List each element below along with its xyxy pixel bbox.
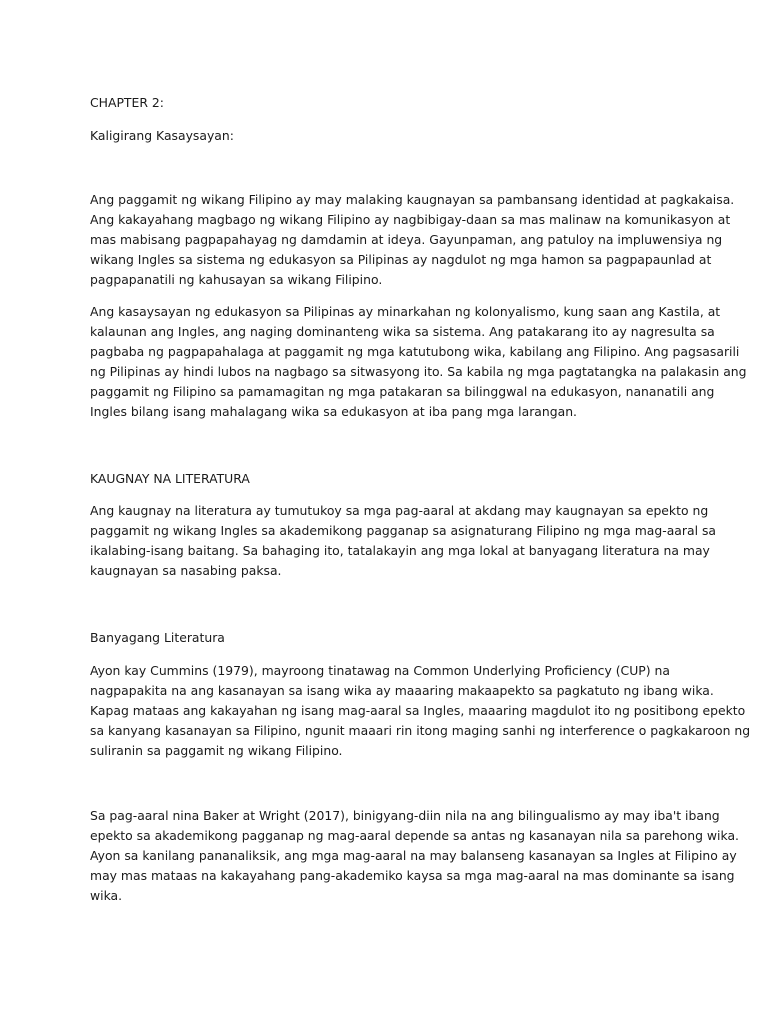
paragraph-line: Ayon sa kanilang pananaliksik, ang mga mag-aaral na may balanseng kasanayan sa Ingles at Filipino ay [90, 848, 737, 863]
paragraph-line: kalaunan ang Ingles, ang naging dominanteng wika sa sistema. Ang patakarang ito ay nagresulta sa [90, 324, 715, 339]
paragraph-line: paggamit ng Filipino sa pamamagitan ng mga patakaran sa bilinggwal na edukasyon, nananatili ang [90, 384, 715, 399]
chapter-heading: CHAPTER 2: [90, 95, 164, 110]
section-title: Kaligirang Kasaysayan: [90, 128, 234, 143]
paragraph-line: paggamit ng wikang Ingles sa akademikong pagganap sa asignaturang Filipino ng mga mag-aaral sa [90, 523, 716, 538]
paragraph-line: nagpapakita na ang kasanayan sa isang wika ay maaaring makaapekto sa pagkatuto ng ibang wika. [90, 683, 714, 698]
paragraph-line: ng Pilipinas ay hindi lubos na nagbago sa sitwasyong ito. Sa kabila ng mga pagtatangka na palakasin ang [90, 364, 747, 379]
paragraph-line: Ang kakayahang magbago ng wikang Filipino ay nagbibigay-daan sa mas malinaw na komunikasyon at [90, 212, 731, 227]
paragraph-line: suliranin sa paggamit ng wikang Filipino. [90, 743, 343, 758]
literature-heading: KAUGNAY NA LITERATURA [90, 471, 250, 486]
paragraph-line: Ang kaugnay na literatura ay tumutukoy sa mga pag-aaral at akdang may kaugnayan sa epekto ng [90, 503, 709, 518]
paragraph-line: Ang kasaysayan ng edukasyon sa Pilipinas ay minarkahan ng kolonyalismo, kung saan ang Kastila, at [90, 304, 721, 319]
paragraph-line: may mas mataas na kakayahang pang-akademiko kaysa sa mga mag-aaral na mas dominante sa isang [90, 868, 735, 883]
intro-paragraph-2 [90, 302, 747, 422]
paragraph-line: Sa pag-aaral nina Baker at Wright (2017), binigyang-diin nila na ang bilingualismo ay may iba't ibang [90, 808, 720, 823]
paragraph-line: epekto sa akademikong pagganap ng mag-aaral depende sa antas ng kasanayan nila sa parehong wika. [90, 828, 739, 843]
paragraph-line: wikang Ingles sa sistema ng edukasyon sa Pilipinas ay nagdulot ng mga hamon sa pagpapaunlad at [90, 252, 712, 267]
foreign-literature-heading: Banyagang Literatura [90, 630, 225, 645]
paragraph-line: kaugnayan sa nasabing paksa. [90, 563, 282, 578]
paragraph-line: sa kanyang kasanayan sa Filipino, ngunit maaari rin itong maging sanhi ng interference o pagkakaroon ng [90, 723, 751, 738]
intro-paragraph-1 [90, 190, 735, 290]
paragraph-line: pagbaba ng pagpapahalaga at paggamit ng mga katutubong wika, kabilang ang Filipino. Ang pagsasarili [90, 344, 740, 359]
foreign-paragraph-1 [90, 661, 751, 761]
foreign-paragraph-2 [90, 806, 739, 906]
paragraph-line: wika. [90, 888, 123, 903]
paragraph-line: pagpapanatili ng kahusayan sa wikang Filipino. [90, 272, 383, 287]
paragraph-line: Ayon kay Cummins (1979), mayroong tinatawag na Common Underlying Proficiency (CUP) na [90, 663, 670, 678]
paragraph-line: Kapag mataas ang kakayahan ng isang mag-aaral sa Ingles, maaaring magdulot ito ng positibong epekto [90, 703, 746, 718]
paragraph-line: Ang paggamit ng wikang Filipino ay may malaking kaugnayan sa pambansang identidad at pagkakaisa. [90, 192, 735, 207]
paragraph-line: ikalabing-isang baitang. Sa bahaging ito, tatalakayin ang mga lokal at banyagang literatura na may [90, 543, 710, 558]
literature-paragraph [90, 501, 716, 581]
paragraph-line: mas mabisang pagpapahayag ng damdamin at ideya. Gayunpaman, ang patuloy na impluwensiya ng [90, 232, 723, 247]
paragraph-line: Ingles bilang isang mahalagang wika sa edukasyon at iba pang mga larangan. [90, 404, 577, 419]
